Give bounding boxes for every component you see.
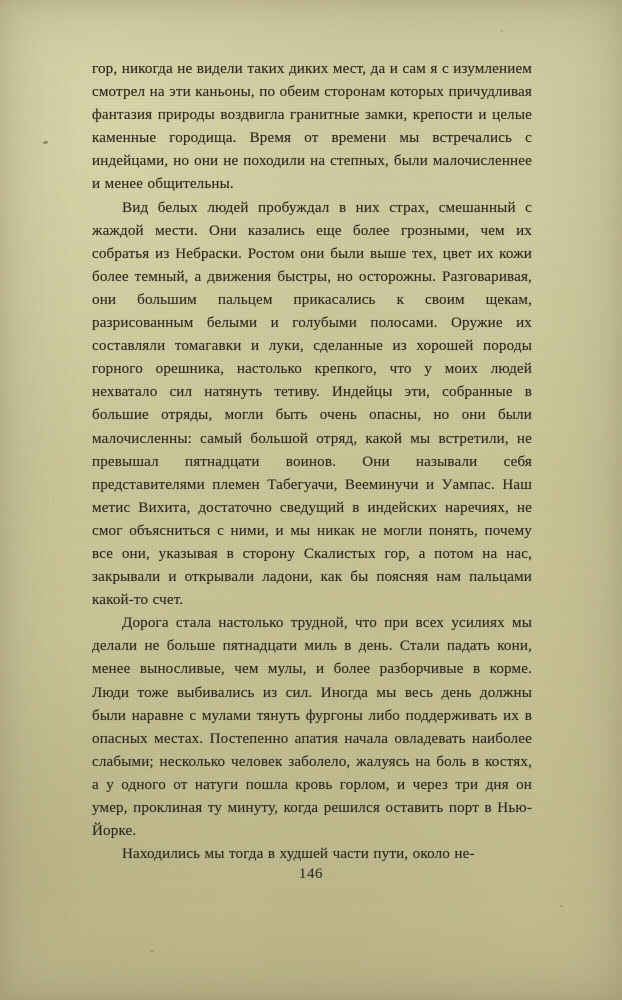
paper-speck [43,140,49,144]
paragraph-4: Находились мы тогда в худшей части пути, около не- [122,846,475,863]
paper-speck [500,30,503,32]
paragraph-3: Дорога стала настолько трудной, что при всех усилиях мы делали не больше пятнадцати миль в день. Стали падать кони, менее выносливые, чем мулы, и более разборчивые в корме. Люди тоже выбивались из сил. Иногда мы весь день должны были наравне с мулами тянуть фургоны либо поддерживать их в опасных местах. Постепенно апатия начала овладевать наиболее слабыми; несколько человек заболело, жалуясь на боль в костях, а у одного от натуги пошла кровь горлом, и через три дня он умер, проклиная ту минуту, когда решился оставить порт в Нью-Йорке. [92,615,532,840]
paper-speck [560,905,563,907]
paragraph-2: Вид белых людей пробуждал в них страх, смешанный с жаждой мести. Они казались еще более грозными, чем их собратья из Небраски. Ростом они были выше тех, цвет их кожи более темный, а движения быстры, но осторожны. Разговаривая, они большим пальцем прикасались к своим щекам, разрисованным белыми и голубыми полосами. Оружие их составляли томагавки и луки, сделанные из хорошей породы горного орешника, настолько крепкого, что у моих людей нехватало сил натянуть тетиву. Индейцы эти, собранные в большие отряды, могли быть очень опасны, но они были малочисленны: самый большой отряд, какой мы встретили, не превышал пятнадцати воинов. Они называли себя представителями племен Табегуачи, Вееминучи и Уампас. Наш метис Вихита, достаточно сведущий в индейских наречиях, не смог объясниться с ними, и мы никак не могли понять, почему все они, указывая в сторону Скалистых гор, а потом на нас, закрывали и открывали ладони, как бы поясняя нам пальцами какой-то счет. [92,199,532,609]
paragraph-1: гор, никогда не видели таких диких мест, да и сам я с изумлением смотрел на эти каньоны, по обеим сторонам которых причудливая фантазия природы воздвигла гранитные замки, крепости и целые каменные городища. Время от времени мы встречались с индейцами, но они не походили на степных, были малочисленнее и менее общительны. [92,61,532,193]
page-number: 146 [298,866,324,882]
paper-speck [150,950,154,952]
page-text-body [92,58,532,866]
